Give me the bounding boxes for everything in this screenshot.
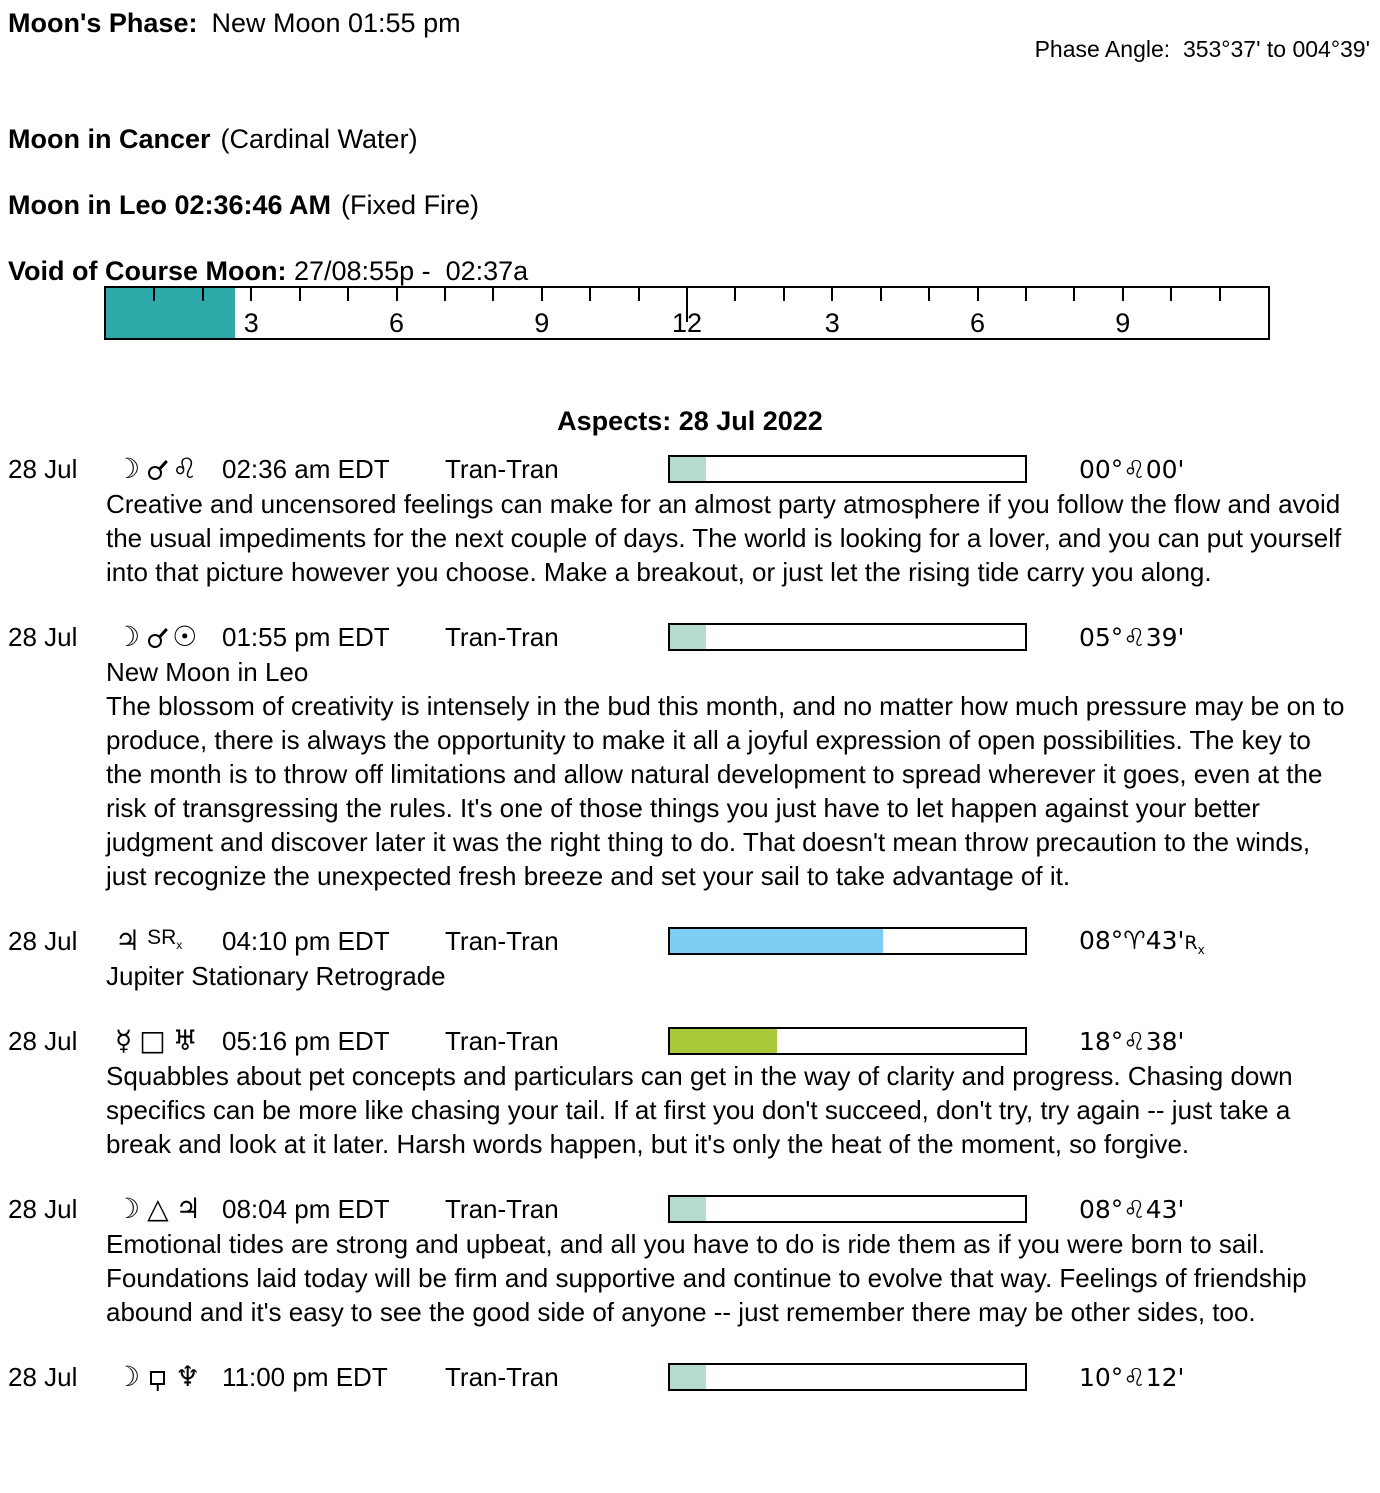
aspect-date: 28 Jul (8, 621, 78, 652)
timeline-tick (880, 288, 882, 301)
timeline-hour-label: 3 (243, 308, 259, 338)
aspect-type: Tran-Tran (445, 1025, 559, 1056)
aspect-row (0, 451, 1380, 487)
square-icon: □ (139, 1024, 166, 1057)
timeline-hour-label: 6 (969, 308, 986, 338)
timeline-tick (347, 288, 349, 301)
aspect-symbols (115, 1026, 222, 1056)
trine-icon: △ (147, 1192, 169, 1225)
aspect-degree: 05°♌39' (1079, 622, 1185, 652)
timeline-tick (153, 288, 155, 301)
timeline-tick (1025, 288, 1027, 301)
timeline-tick (1122, 288, 1124, 301)
timeline-tick (444, 288, 446, 301)
voc-label: Void of Course Moon: (8, 256, 287, 286)
timeline-tick (783, 288, 785, 301)
aspect-orb-bar (668, 927, 1027, 955)
timeline-hour-label: 6 (388, 308, 405, 338)
timeline-tick (492, 288, 494, 301)
aspect-text: The blossom of creativity is intensely in the bud this month, and no matter how much pressure may be on to produce, there is always the opportunity to make it all a joyful expression of open possibilities. The key to the month is to throw off limitations and allow natural development to spread wherever it goes, even at the risk of transgressing the rules. It's one of those things you just have to let happen against your better judgment and discover later it was the right thing to do. That doesn't mean throw precaution to the winds, just recognize the unexpected fresh breeze and set your sail to take advantage of it. (106, 691, 1345, 891)
voc-period-fill (106, 288, 235, 338)
aspect-row (0, 1359, 1380, 1395)
aspect-orb-bar (668, 1363, 1027, 1391)
conjunction-icon (148, 466, 162, 480)
leo-icon: ♌ (172, 452, 198, 485)
uranus-icon: ♅ (172, 1024, 198, 1057)
phase-angle-value: 353°37' to 004°39' (1182, 36, 1370, 62)
aspects-list (0, 451, 1380, 1395)
aspect-block (0, 1023, 1380, 1161)
moons-phase-label: Moon's Phase: (8, 8, 198, 38)
timeline-tick (396, 288, 398, 301)
aspect-date: 28 Jul (8, 1025, 78, 1056)
aspect-subtitle: New Moon in Leo (106, 657, 309, 687)
aspect-orb-bar-fill (670, 457, 706, 481)
aspect-type: Tran-Tran (445, 1193, 559, 1224)
timeline-tick (638, 288, 640, 301)
aspect-block (0, 1359, 1380, 1395)
moon-icon: ☽ (115, 452, 141, 485)
moons-phase-value: New Moon 01:55 pm (211, 8, 461, 38)
aspect-block (0, 619, 1380, 893)
jupiter-icon: ♃ (115, 924, 141, 957)
jupiter-icon: ♃ (175, 1192, 201, 1225)
aspect-orb-bar (668, 623, 1027, 651)
aspect-text: Creative and uncensored feelings can make for an almost party atmosphere if you follow the flow and avoid the usual impediments for the next couple of days. The world is looking for a lover, and you can put yourself into that picture however you choose. Make a breakout, or just let the rising tide carry you along. (106, 489, 1342, 587)
aspect-degree: $08^\circ♈43'R_x$ (1079, 925, 1205, 957)
aspect-text: Emotional tides are strong and upbeat, and all you have to do is ride them as if you were born to sail. Foundations laid today will be firm and supportive and continue to evolve that way. Feelings of friendship abound and it's easy to see the good side of anyone -- just remember there may be other sides, too. (106, 1229, 1307, 1327)
timeline-tick (250, 288, 252, 301)
aspect-date: 28 Jul (8, 1361, 78, 1392)
aspect-block (0, 451, 1380, 589)
moon-icon: ☽ (115, 1360, 141, 1393)
aspect-time: 04:10 pm EDT (222, 925, 390, 956)
sun-icon: ☉ (172, 620, 198, 653)
conjunction-icon (148, 634, 162, 648)
timeline-tick (589, 288, 591, 301)
aspect-row (0, 923, 1380, 959)
aspect-time: 02:36 am EDT (222, 453, 390, 484)
timeline-hour-label: 3 (824, 308, 840, 338)
aspect-block (0, 923, 1380, 993)
voc-value: 27/08:55p - 02:37a (293, 256, 529, 286)
timeline-tick (1219, 288, 1221, 301)
timeline-tick (831, 288, 833, 301)
aspects-title: Aspects: 28 Jul 2022 (557, 406, 823, 436)
aspect-type: Tran-Tran (445, 925, 559, 956)
voc-line (8, 256, 1372, 286)
timeline-tick (202, 288, 204, 301)
moon-sign-label: Moon in Cancer (8, 124, 211, 154)
aspect-row (0, 1023, 1380, 1059)
aspect-text: Squabbles about pet concepts and particulars can get in the way of clarity and progress. Chasing down specifics can be more like chasing your tail. If at first you don't succeed, don't try, try again -- just take a break and look at it later. Harsh words happen, but it's only the heat of the moment, so forgive. (106, 1061, 1293, 1159)
timeline-tick (928, 288, 930, 301)
aspect-degree: 00°♌00' (1079, 454, 1185, 484)
moon-sign-line (8, 124, 1372, 154)
timeline-hour-label: 12 (671, 308, 703, 338)
voc-timeline (104, 286, 1270, 340)
report-header (0, 0, 1380, 286)
aspect-date: 28 Jul (8, 925, 78, 956)
aspect-block (0, 1191, 1380, 1329)
timeline-tick (541, 288, 543, 301)
aspect-subtitle: Jupiter Stationary Retrograde (106, 961, 446, 991)
timeline-tick (1073, 288, 1075, 301)
moon-ingress-value: (Fixed Fire) (341, 190, 480, 220)
timeline-tick (1170, 288, 1172, 301)
moon-icon: ☽ (115, 1192, 141, 1225)
aspect-time: 05:16 pm EDT (222, 1025, 390, 1056)
timeline-hour-label: 9 (1115, 308, 1131, 338)
moon-icon: ☽ (115, 620, 141, 653)
aspect-degree: 08°♌43' (1079, 1194, 1185, 1224)
aspect-orb-bar (668, 455, 1027, 483)
moons-phase-line (8, 8, 461, 38)
aspect-type: Tran-Tran (445, 1361, 559, 1392)
aspect-orb-bar-fill (670, 1365, 706, 1389)
aspect-date: 28 Jul (8, 1193, 78, 1224)
aspect-symbols (115, 926, 222, 956)
aspect-time: 01:55 pm EDT (222, 621, 390, 652)
timeline-tick (734, 288, 736, 301)
aspect-orb-bar (668, 1195, 1027, 1223)
aspect-time: 08:04 pm EDT (222, 1193, 390, 1224)
aspect-orb-bar (668, 1027, 1027, 1055)
moon-sign-value: (Cardinal Water) (220, 124, 418, 154)
aspect-symbols (115, 622, 222, 652)
mercury-icon: ☿ (115, 1024, 133, 1057)
aspect-orb-bar-fill (670, 625, 706, 649)
aspect-type: Tran-Tran (445, 621, 559, 652)
aspect-time: 11:00 pm EDT (222, 1361, 388, 1392)
stationary-retrograde-icon: $SR_x$ (147, 925, 183, 953)
moon-ingress-line (8, 190, 1372, 220)
aspect-symbols (115, 1194, 222, 1224)
timeline-tick (299, 288, 301, 301)
aspect-degree: 18°♌38' (1079, 1026, 1185, 1056)
phase-angle-line (996, 8, 1370, 88)
aspect-date: 28 Jul (8, 453, 78, 484)
neptune-icon: ♆ (175, 1360, 201, 1393)
aspect-row (0, 1191, 1380, 1227)
moon-ingress-label: Moon in Leo 02:36:46 AM (8, 190, 332, 220)
timeline-tick (977, 288, 979, 301)
timeline-hour-label: 9 (534, 308, 550, 338)
aspect-symbols (115, 1362, 222, 1392)
retrograde-icon: $R_x$ (1184, 931, 1205, 957)
aspect-symbols (115, 454, 222, 484)
aspect-degree: 10°♌12' (1079, 1362, 1185, 1392)
aspect-orb-bar-fill (670, 929, 883, 953)
biquintile-icon (150, 1371, 165, 1385)
aspect-type: Tran-Tran (445, 453, 559, 484)
aspect-orb-bar-fill (670, 1197, 706, 1221)
aspect-row (0, 619, 1380, 655)
phase-angle-label: Phase Angle: (1034, 36, 1171, 62)
aspect-orb-bar-fill (670, 1029, 777, 1053)
